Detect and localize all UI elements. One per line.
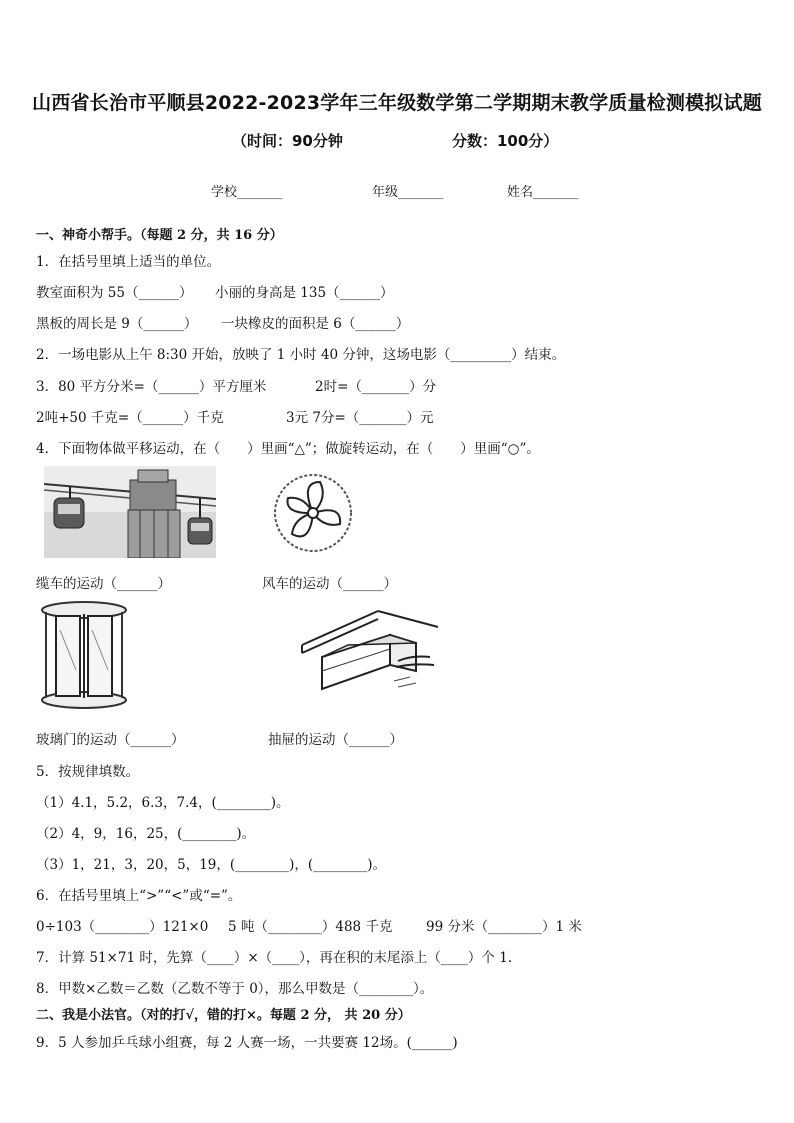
question-6: 6．在括号里填上“>”“<”或“=”。 (36, 888, 242, 904)
question-6b: 5 吨（________）488 千克 (228, 919, 393, 935)
exam-score: 分数：100分） (452, 132, 559, 150)
question-2: 2．一场电影从上午 8:30 开始，放映了 1 小时 40 分钟，这场电影（_________）结束。 (36, 347, 566, 363)
question-1c: 黑板的周长是 9（______） (36, 316, 198, 332)
question-3a: 3．80 平方分米=（______）平方厘米 (36, 379, 267, 395)
question-1b: 小丽的身高是 135（______） (215, 285, 394, 301)
question-5-3: （3）1，21，3，20，5，19，(________)，(________)。 (36, 857, 386, 873)
question-9: 9．5 人参加乒乓球小组赛，每 2 人赛一场，一共要赛 12场。(______) (36, 1035, 458, 1051)
glass-door-image (38, 600, 130, 710)
question-7: 7．计算 51×71 时，先算（____）×（____），再在积的末尾添上（____）个 1. (36, 950, 513, 966)
question-6a: 0÷103（________）121×0 (36, 919, 209, 935)
page-title: 山西省长治市平顺县2022-2023学年三年级数学第二学期期末教学质量检测模拟试题 (32, 92, 762, 114)
cable-car-image (44, 466, 216, 558)
question-3b: 2时=（_______）分 (315, 379, 437, 395)
question-1: 1．在括号里填上适当的单位。 (36, 254, 221, 270)
question-4: 4．下面物体做平移运动，在（ ）里画“△”；做旋转运动，在（ ）里画“○”。 (36, 441, 540, 457)
question-1d: 一块橡皮的面积是 6（______） (221, 316, 410, 332)
name-field: 姓名_______ (507, 185, 579, 200)
question-8: 8．甲数×乙数＝乙数（乙数不等于 0），那么甲数是（________）。 (36, 981, 434, 997)
section-2-heading: 二、我是小法官。（对的打√，错的打×。每题 2 分， 共 20 分） (36, 1008, 411, 1023)
question-3c: 2吨+50 千克=（______）千克 (36, 410, 224, 426)
question-5-1: （1）4.1，5.2，6.3，7.4，(________)。 (36, 795, 290, 811)
drawer-image (298, 605, 440, 697)
exam-time: （时间：90分钟 (232, 132, 343, 150)
section-1-heading: 一、神奇小帮手。（每题 2 分，共 16 分） (36, 228, 283, 243)
fan-image (270, 470, 356, 556)
school-field: 学校_______ (211, 185, 283, 200)
drawer-label: 抽屉的运动（______） (268, 732, 403, 748)
question-6c: 99 分米（________）1 米 (426, 919, 582, 935)
question-3d: 3元 7分=（_______）元 (286, 410, 434, 426)
grade-field: 年级_______ (372, 185, 444, 200)
glass-door-label: 玻璃门的运动（______） (36, 732, 185, 748)
fan-label: 风车的运动（______） (262, 576, 397, 592)
cable-car-label: 缆车的运动（______） (36, 576, 171, 592)
question-1a: 教室面积为 55（______） (36, 285, 193, 301)
question-5-2: （2）4，9，16，25，(________)。 (36, 826, 256, 842)
question-5: 5．按规律填数。 (36, 764, 140, 780)
